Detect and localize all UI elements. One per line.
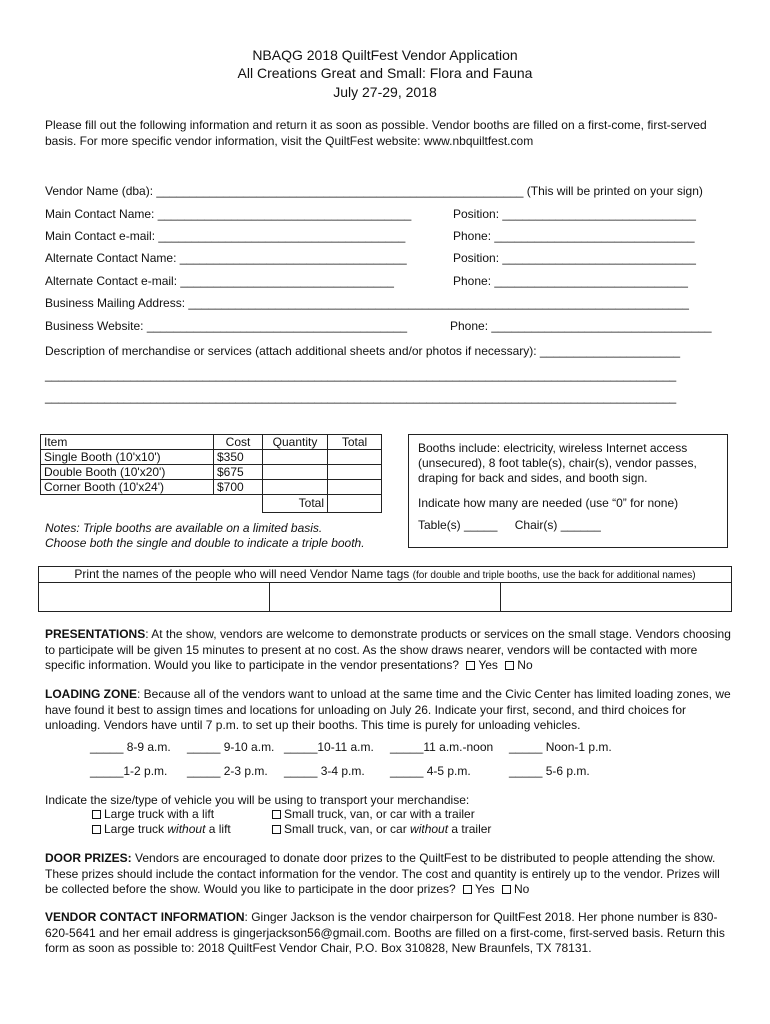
booth-table (40, 434, 382, 513)
tables-field[interactable]: Table(s) _____ (418, 518, 498, 532)
slot-3-4[interactable]: _____ 3-4 p.m. (284, 764, 365, 778)
door-prizes-section (45, 851, 735, 898)
alternate-contact-email-field[interactable]: Alternate Contact e-mail: ________________________________ (45, 274, 394, 288)
slot-4-5[interactable]: _____ 4-5 p.m. (390, 764, 471, 778)
name-tags-table (38, 566, 732, 612)
name-tag-cell-1[interactable] (39, 583, 270, 612)
description-line-1[interactable]: ________________________________________________________________________________________________ (45, 368, 677, 382)
presentations-label: PRESENTATIONS (45, 627, 146, 641)
booth-notes (45, 521, 365, 551)
grand-total-label: Total (263, 495, 328, 513)
total-cell[interactable] (328, 480, 382, 495)
phone-field-3[interactable]: Phone: _________________________________ (450, 319, 712, 333)
slot-9-10[interactable]: _____ 9-10 a.m. (187, 740, 275, 754)
vehicle-option-small-trailer[interactable]: Small truck, van, or car with a trailer (268, 807, 475, 821)
event-dates: July 27-29, 2018 (333, 84, 437, 100)
door-prizes-text: Vendors are encouraged to donate door prizes to the QuiltFest to be distributed to people attending the show. These prizes should include the contact information for the vendor. The cost and quantity is entirely up to the vendor. Prizes will be collected before the show. Would you like to participate in the door prizes? (45, 851, 720, 896)
row-cost: $675 (214, 465, 263, 480)
vendor-name-field[interactable]: Vendor Name (dba): _______________________________________________________ (This will be printed on your sign) (45, 184, 703, 198)
vendor-contact-label: VENDOR CONTACT INFORMATION (45, 910, 245, 924)
position-field-1[interactable]: Position: _____________________________ (453, 207, 696, 221)
name-tag-cell-2[interactable] (270, 583, 501, 612)
notes-line-2: Choose both the single and double to indicate a triple booth. (45, 536, 365, 550)
loading-zone-section (45, 687, 735, 734)
slot-5-6[interactable]: _____ 5-6 p.m. (509, 764, 590, 778)
booth-includes-box (408, 434, 728, 548)
slot-noon-1[interactable]: _____ Noon-1 p.m. (509, 740, 612, 754)
intro-paragraph: Please fill out the following information and return it as soon as possible. Vendor booths are filled on a first-come, first-served basis. For more specific vendor information, visit the QuiltFest website: www.nbquiltfest.com (45, 118, 707, 148)
slot-8-9[interactable]: _____ 8-9 a.m. (90, 740, 171, 754)
page-title: NBAQG 2018 QuiltFest Vendor Application (252, 47, 518, 63)
phone-field-1[interactable]: Phone: ______________________________ (453, 229, 695, 243)
alternate-contact-name-field[interactable]: Alternate Contact Name: __________________________________ (45, 251, 407, 265)
row-item: Double Booth (10'x20') (41, 465, 214, 480)
presentations-no: No (517, 658, 533, 672)
table-row (41, 465, 382, 480)
presentations-text: : At the show, vendors are welcome to demonstrate products or services on the small stage. Vendors choosing to participate will be given 15 minutes to present at no cost. As the show draws nearer, vendors will be contacted with more specific information. Would you like to participate in the vendor presentations? (45, 627, 731, 672)
booth-includes-text: Booths include: electricity, wireless Internet access (unsecured), 8 foot table(s), chair(s), vendor passes, draping for back and sides, and booth sign. (418, 441, 697, 485)
quantity-cell[interactable] (263, 480, 328, 495)
door-prizes-no: No (513, 882, 530, 896)
door-prizes-yes: Yes (475, 882, 495, 896)
total-cell[interactable] (328, 450, 382, 465)
main-contact-email-field[interactable]: Main Contact e-mail: _____________________________________ (45, 229, 406, 243)
row-item: Single Booth (10'x10') (41, 450, 214, 465)
vendor-contact-text: : Ginger Jackson is the vendor chairperson for QuiltFest 2018. Her phone number is 830-620-5641 and her email address is gingerjackson56@gmail.com. Booths are filled on a first-come, first-served basis. Return this form as soon as possible to: 2018 QuiltFest Vendor Chair, P.O. Box 310828, New Braunfels, TX 78131. (45, 910, 725, 955)
checkbox-icon[interactable] (463, 885, 472, 894)
position-field-2[interactable]: Position: _____________________________ (453, 251, 696, 265)
chairs-field[interactable]: Chair(s) ______ (514, 518, 601, 532)
row-cost: $700 (214, 480, 263, 495)
table-row (41, 450, 382, 465)
vehicle-option-small-no-trailer[interactable]: Small truck, van, or car without a trailer (268, 822, 491, 836)
vendor-contact-section (45, 910, 735, 957)
slot-10-11[interactable]: _____10-11 a.m. (284, 740, 374, 754)
quantity-cell[interactable] (263, 450, 328, 465)
header-cost: Cost (214, 435, 263, 450)
loading-zone-text: : Because all of the vendors want to unload at the same time and the Civic Center has limited loading zones, we have found it best to assign times and locations for unloading on July 26. Indicate your first, second, and third choices for unloading. Vendors have until 7 p.m. to set up their booths. This time is purely for unloading vehicles. (45, 687, 731, 732)
slot-1-2[interactable]: _____1-2 p.m. (90, 764, 168, 778)
checkbox-icon[interactable] (272, 825, 281, 834)
table-row (41, 480, 382, 495)
notes-line-1: Notes: Triple booths are available on a limited basis. (45, 521, 323, 535)
name-tags-header-note: (for double and triple booths, use the back for additional names) (412, 570, 696, 581)
page-subtitle: All Creations Great and Small: Flora and Fauna (237, 65, 533, 81)
checkbox-icon[interactable] (92, 810, 101, 819)
door-prizes-label: DOOR PRIZES: (45, 851, 132, 865)
business-website-field[interactable]: Business Website: _______________________________________ (45, 319, 408, 333)
name-tags-header: Print the names of the people who will need Vendor Name tags (74, 567, 410, 581)
total-cell[interactable] (328, 465, 382, 480)
checkbox-icon[interactable] (466, 661, 475, 670)
loading-zone-label: LOADING ZONE (45, 687, 137, 701)
header-quantity: Quantity (263, 435, 328, 450)
main-contact-name-field[interactable]: Main Contact Name: ______________________________________ (45, 207, 412, 221)
vehicle-option-large-no-lift[interactable]: Large truck without a lift (88, 822, 231, 836)
description-line-2[interactable]: ________________________________________________________________________________________________ (45, 390, 677, 404)
business-mailing-address-field[interactable]: Business Mailing Address: ___________________________________________________________________________ (45, 296, 689, 310)
description-field[interactable]: Description of merchandise or services (attach additional sheets and/or photos if necessary): _____________________ (45, 344, 681, 358)
header-item: Item (41, 435, 214, 450)
name-tag-cell-3[interactable] (501, 583, 731, 612)
quantity-cell[interactable] (263, 465, 328, 480)
vehicle-option-large-lift[interactable]: Large truck with a lift (88, 807, 214, 821)
indicate-text: Indicate how many are needed (use “0” for none) (418, 496, 679, 510)
slot-2-3[interactable]: _____ 2-3 p.m. (187, 764, 268, 778)
presentations-yes: Yes (478, 658, 498, 672)
checkbox-icon[interactable] (92, 825, 101, 834)
presentations-section (45, 627, 735, 674)
checkbox-icon[interactable] (272, 810, 281, 819)
grand-total-cell[interactable] (328, 495, 382, 513)
row-cost: $350 (214, 450, 263, 465)
checkbox-icon[interactable] (505, 661, 514, 670)
header-total: Total (328, 435, 382, 450)
vehicle-prompt: Indicate the size/type of vehicle you will be using to transport your merchandise: (45, 793, 470, 807)
slot-11-noon[interactable]: _____11 a.m.-noon (390, 740, 494, 754)
row-item: Corner Booth (10'x24') (41, 480, 214, 495)
checkbox-icon[interactable] (502, 885, 511, 894)
phone-field-2[interactable]: Phone: _____________________________ (453, 274, 688, 288)
